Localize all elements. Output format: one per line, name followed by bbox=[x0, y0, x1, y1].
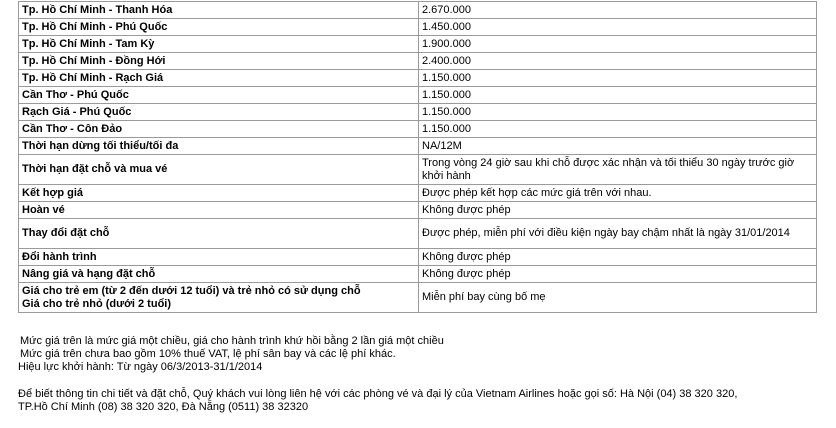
condition-row bbox=[19, 283, 817, 313]
route-label: Tp. Hồ Chí Minh - Tam Kỳ bbox=[19, 36, 419, 53]
condition-value: Không được phép bbox=[419, 266, 817, 283]
condition-label: Đổi hành trình bbox=[19, 249, 419, 266]
condition-row bbox=[19, 155, 817, 185]
fare-value: 1.900.000 bbox=[419, 36, 817, 53]
route-label: Tp. Hồ Chí Minh - Thanh Hóa bbox=[19, 2, 419, 19]
condition-row bbox=[19, 202, 817, 219]
fare-row bbox=[19, 19, 817, 36]
condition-label: Thời hạn dừng tối thiểu/tối đa bbox=[19, 138, 419, 155]
note-vat: Mức giá trên chưa bao gồm 10% thuế VAT, lệ phí sân bay và các lệ phí khác. bbox=[20, 348, 396, 360]
route-label: Cần Thơ - Côn Đảo bbox=[19, 121, 419, 138]
fare-value: 1.150.000 bbox=[419, 104, 817, 121]
child-fare-label: Giá cho trẻ em (từ 2 đến dưới 12 tuổi) và trẻ nhỏ có sử dụng chỗ bbox=[22, 284, 361, 297]
condition-row bbox=[19, 249, 817, 266]
contact-info-line1: Để biết thông tin chi tiết và đặt chỗ, Quý khách vui lòng liên hệ với các phòng vé và đại lý của Vietnam Airlines hoặc gọi số: Hà Nội (04) 38 320 320, bbox=[18, 388, 738, 400]
condition-value: Không được phép bbox=[419, 249, 817, 266]
condition-label: Hoàn vé bbox=[19, 202, 419, 219]
condition-value: Miễn phí bay cùng bố mẹ bbox=[419, 283, 817, 313]
condition-label: Kết hợp giá bbox=[19, 185, 419, 202]
condition-row bbox=[19, 266, 817, 283]
condition-value: Được phép kết hợp các mức giá trên với nhau. bbox=[419, 185, 817, 202]
fare-row bbox=[19, 104, 817, 121]
condition-label: Nâng giá và hạng đặt chỗ bbox=[19, 266, 419, 283]
condition-value: Được phép, miễn phí với điều kiện ngày bay chậm nhất là ngày 31/01/2014 bbox=[419, 219, 817, 249]
condition-label: Thay đổi đặt chỗ bbox=[19, 219, 419, 249]
fare-row bbox=[19, 2, 817, 19]
fare-row bbox=[19, 87, 817, 104]
fare-value: 1.150.000 bbox=[419, 70, 817, 87]
condition-label: Thời hạn đặt chỗ và mua vé bbox=[19, 155, 419, 185]
fare-table bbox=[18, 1, 817, 313]
fare-value: 1.150.000 bbox=[419, 121, 817, 138]
note-one-way: Mức giá trên là mức giá một chiều, giá cho hành trình khứ hồi bằng 2 lần giá một chiều bbox=[20, 335, 444, 347]
fare-row bbox=[19, 53, 817, 70]
condition-value: Trong vòng 24 giờ sau khi chỗ được xác nhận và tối thiểu 30 ngày trước giờ khởi hành bbox=[419, 155, 817, 185]
fare-value: 1.150.000 bbox=[419, 87, 817, 104]
infant-fare-label: Giá cho trẻ nhỏ (dưới 2 tuổi) bbox=[22, 297, 172, 310]
fare-notes bbox=[18, 335, 830, 414]
route-label: Tp. Hồ Chí Minh - Đồng Hới bbox=[19, 53, 419, 70]
fare-row bbox=[19, 121, 817, 138]
note-validity: Hiệu lực khởi hành: Từ ngày 06/3/2013-31/1/2014 bbox=[18, 361, 263, 373]
condition-row bbox=[19, 138, 817, 155]
fare-value: 2.400.000 bbox=[419, 53, 817, 70]
condition-row bbox=[19, 185, 817, 202]
route-label: Tp. Hồ Chí Minh - Rạch Giá bbox=[19, 70, 419, 87]
condition-row bbox=[19, 219, 817, 249]
fare-row bbox=[19, 70, 817, 87]
condition-label bbox=[19, 283, 419, 313]
fare-row bbox=[19, 36, 817, 53]
contact-info-line2: TP.Hồ Chí Minh (08) 38 320 320, Đà Nẵng (0511) 38 32320 bbox=[18, 401, 309, 413]
condition-value: Không được phép bbox=[419, 202, 817, 219]
route-label: Cần Thơ - Phú Quốc bbox=[19, 87, 419, 104]
condition-value: NA/12M bbox=[419, 138, 817, 155]
route-label: Tp. Hồ Chí Minh - Phú Quốc bbox=[19, 19, 419, 36]
route-label: Rạch Giá - Phú Quốc bbox=[19, 104, 419, 121]
fare-value: 2.670.000 bbox=[419, 2, 817, 19]
fare-value: 1.450.000 bbox=[419, 19, 817, 36]
